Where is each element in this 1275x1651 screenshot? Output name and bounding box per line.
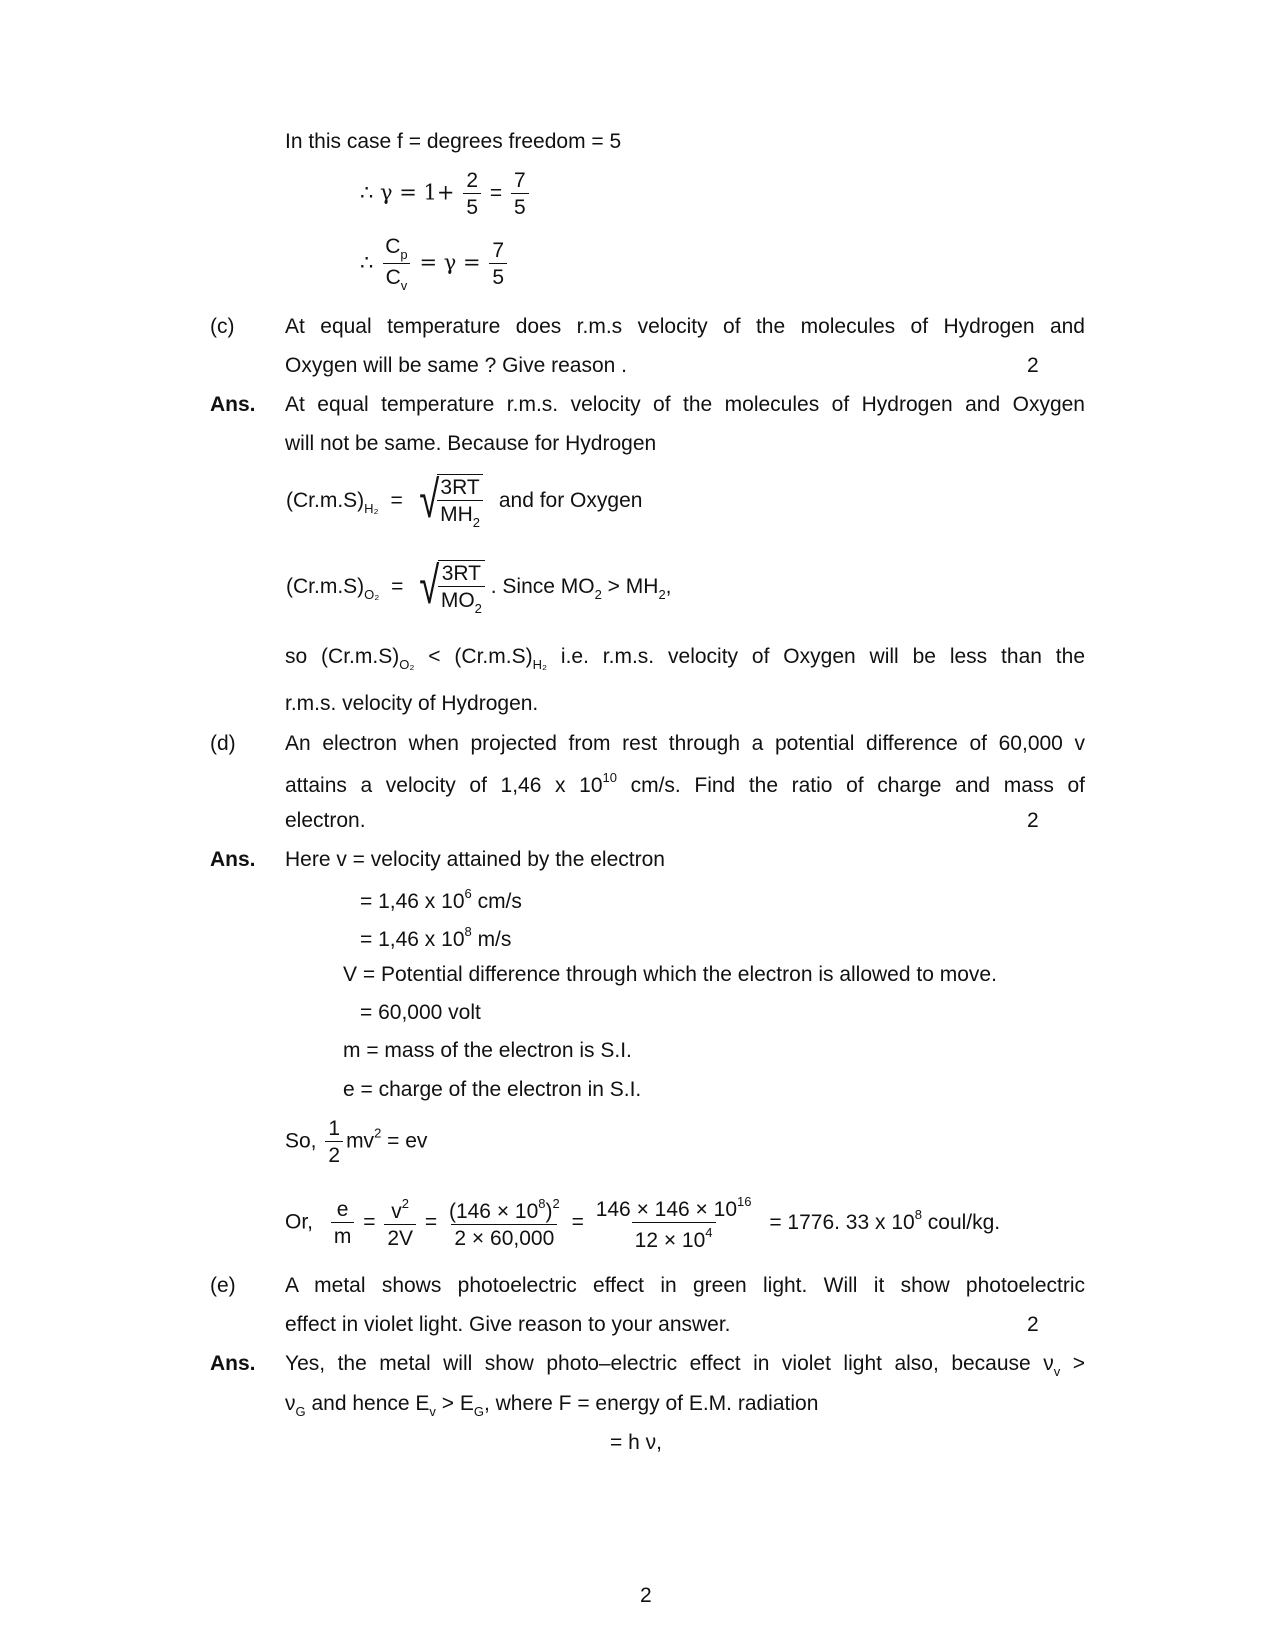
question-e-line2: effect in violet light. Give reason to your answer. [285, 1313, 731, 1336]
answer-c-line2: will not be same. Because for Hydrogen [285, 432, 657, 455]
or-label: Or, [285, 1210, 314, 1234]
substituted-fraction [446, 1197, 563, 1249]
result [769, 1206, 1001, 1234]
radical-sign-icon: √ [418, 471, 439, 529]
v2-over-2v [384, 1197, 416, 1249]
question-c-line1: At equal temperature does r.m.s velocity of the molecules of Hydrogen and [285, 315, 1085, 338]
fraction-den [438, 586, 485, 615]
fraction-den: 2 × 60,000 [451, 1224, 557, 1249]
sub: O₂ [399, 657, 415, 672]
comparison-math [285, 645, 548, 672]
fraction-num: 7 [513, 169, 526, 192]
page-number: 2 [640, 1584, 652, 1607]
cp [382, 236, 410, 263]
fraction-den: 5 [489, 263, 507, 288]
fraction-num: e [336, 1198, 349, 1221]
simplified-fraction [593, 1195, 755, 1251]
since-text: . Since MO [490, 575, 595, 599]
question-d-line2 [285, 771, 1085, 796]
fraction-num: 1 [328, 1117, 341, 1140]
e-over-m [331, 1199, 355, 1247]
gt-text: > MH [601, 575, 659, 599]
v: v [391, 1200, 402, 1223]
fraction-num [593, 1195, 755, 1222]
marks-d: 2 [1027, 809, 1039, 832]
question-c-line2: Oxygen will be same ? Give reason . [285, 354, 627, 377]
nu: ν [285, 1392, 296, 1415]
sub: v [1053, 1364, 1061, 1379]
answer-c-line1: At equal temperature r.m.s. velocity of the molecules of Hydrogen and Oxygen [285, 393, 1085, 416]
exponent: 8 [464, 924, 472, 939]
root-fraction [438, 560, 485, 615]
answer-e-line1 [285, 1353, 1085, 1378]
rms-symbol: (Cr.m.S) [286, 575, 365, 599]
fraction-den: 5 [463, 193, 481, 218]
paren: ) [545, 1200, 553, 1223]
answer-d-line6: m = mass of the electron is S.I. [343, 1039, 632, 1062]
equals: = [363, 1210, 376, 1234]
square-root [415, 557, 485, 616]
equals-gamma: = γ = [419, 250, 481, 275]
therefore-symbol: ∴ [360, 250, 374, 275]
fraction-num [446, 1197, 563, 1224]
question-label-d: (d) [210, 732, 236, 755]
root-fraction [437, 474, 483, 529]
text: 146 × 146 × 10 [595, 1198, 738, 1221]
unit: m/s [471, 928, 512, 951]
text: > E [435, 1392, 474, 1415]
gamma-equation [360, 170, 532, 218]
sub: H₂ [532, 657, 548, 672]
equals: = [489, 181, 503, 205]
fraction-den [632, 1222, 716, 1251]
text: = 1776. 33 x 10 [769, 1210, 915, 1234]
answer-d-line4: V = Potential difference through which the electron is allowed to move. [343, 963, 997, 986]
question-d-line1: An electron when projected from rest through a potential difference of 60,000 v [285, 732, 1085, 755]
fraction-num: 2 [466, 169, 479, 192]
answer-c-last: r.m.s. velocity of Hydrogen. [285, 692, 539, 715]
question-d-rest: cm/s. Find the ratio of charge and mass of [630, 774, 1085, 797]
text: = 1,46 x 10 [360, 928, 465, 951]
sub: v [429, 1404, 436, 1419]
h2-subscript: H₂ [364, 501, 379, 517]
exponent: 2 [552, 1196, 560, 1211]
cp-letter: C [385, 235, 401, 258]
answer-d-line1: Here v = velocity attained by the electron [285, 848, 665, 871]
fraction-7-5 [489, 240, 507, 288]
and-for-oxygen: and for Oxygen [498, 489, 643, 513]
answer-d-line2 [360, 887, 522, 912]
mv: mv [346, 1129, 375, 1153]
text: and hence E [305, 1392, 430, 1415]
text: 12 × 10 [634, 1229, 706, 1252]
unit: cm/s [471, 890, 522, 913]
answer-c-comparison [285, 646, 1085, 671]
answer-e-line3: = h ν, [610, 1431, 662, 1454]
cv-sub: v [400, 278, 408, 293]
fraction-den: 2V [384, 1224, 416, 1249]
fraction-7-5 [511, 170, 529, 218]
exponent: 6 [464, 886, 472, 901]
degrees-freedom-line: In this case f = degrees freedom = 5 [285, 130, 622, 153]
unit: coul/kg. [921, 1210, 1001, 1234]
fraction-den: 5 [511, 193, 529, 218]
den-text: MH [440, 503, 473, 526]
sub: G [295, 1404, 306, 1419]
square-root [415, 471, 483, 530]
answer-d-line7: e = charge of the electron in S.I. [343, 1078, 642, 1101]
den-text: MO [440, 589, 475, 612]
fraction-num: 3RT [441, 562, 481, 585]
text: Yes, the metal will show photo–electric effect in violet light also, because ν [285, 1352, 1054, 1375]
sub: 2 [594, 587, 602, 603]
one-half [325, 1118, 343, 1166]
den-sub: 2 [474, 601, 482, 616]
velocity-text: attains a velocity of 1,46 x 10 [285, 774, 603, 797]
exponent: 16 [737, 1194, 752, 1209]
ev: = ev [381, 1129, 428, 1153]
rms-oxygen-formula [286, 557, 672, 616]
question-label-e: (e) [210, 1274, 236, 1297]
comma: , [665, 575, 672, 599]
question-e-line1: A metal shows photoelectric effect in green light. Will it show photoelectric [285, 1274, 1085, 1297]
rms-symbol: (Cr.m.S) [286, 489, 365, 513]
exponent: 8 [914, 1206, 922, 1222]
exponent: 8 [538, 1196, 546, 1211]
radical-sign-icon: √ [419, 557, 440, 615]
sub: 2 [658, 587, 666, 603]
answer-label-e: Ans. [210, 1352, 256, 1375]
exponent: 10 [602, 770, 617, 785]
den-sub: 2 [472, 515, 480, 530]
charge-mass-ratio-equation [285, 1195, 1000, 1251]
comparison-text: i.e. r.m.s. velocity of Oxygen will be less than the [560, 645, 1086, 668]
equals: = [391, 575, 404, 599]
text: = 1,46 x 10 [360, 890, 465, 913]
cp-sub: p [400, 247, 408, 262]
text: (146 × 10 [448, 1200, 539, 1223]
exponent: 2 [374, 1125, 382, 1141]
cv [383, 263, 411, 292]
so-rms: so (Cr.m.S) [285, 645, 400, 668]
answer-label-c: Ans. [210, 393, 256, 416]
answer-d-line5: = 60,000 volt [360, 1001, 481, 1024]
sub: G [473, 1404, 484, 1419]
equals: = [424, 1210, 438, 1234]
fraction-den: m [331, 1222, 355, 1247]
gamma-prefix: ∴ γ = 1+ [360, 180, 455, 205]
fraction-den: 2 [325, 1141, 343, 1166]
fraction-den [437, 500, 483, 529]
fraction-num: 3RT [440, 476, 480, 499]
marks-e: 2 [1027, 1313, 1039, 1336]
marks-c: 2 [1027, 354, 1039, 377]
answer-d-line3 [360, 925, 511, 950]
cv-letter: C [385, 266, 401, 289]
lt-rms: < (Cr.m.S) [414, 645, 533, 668]
exponent: 4 [705, 1225, 713, 1240]
question-label-c: (c) [210, 315, 235, 338]
fraction-2-5 [463, 170, 481, 218]
text: , where F = energy of E.M. radiation [483, 1392, 819, 1415]
question-d-line3: electron. [285, 809, 366, 832]
answer-e-line2 [285, 1393, 818, 1418]
answer-label-d: Ans. [210, 848, 256, 871]
gt: > [1060, 1352, 1085, 1375]
rms-hydrogen-formula [286, 471, 643, 530]
equals: = [390, 489, 403, 513]
kinetic-energy-equation [285, 1118, 427, 1166]
so-label: So, [285, 1129, 317, 1153]
velocity-value [285, 770, 617, 797]
fraction-num [388, 1197, 412, 1224]
equals: = [571, 1210, 584, 1234]
fraction-num: 7 [492, 239, 505, 262]
cp-cv-equation [360, 236, 510, 292]
o2-subscript: O₂ [364, 587, 380, 603]
exponent: 2 [401, 1196, 410, 1211]
cp-over-cv [382, 236, 410, 292]
